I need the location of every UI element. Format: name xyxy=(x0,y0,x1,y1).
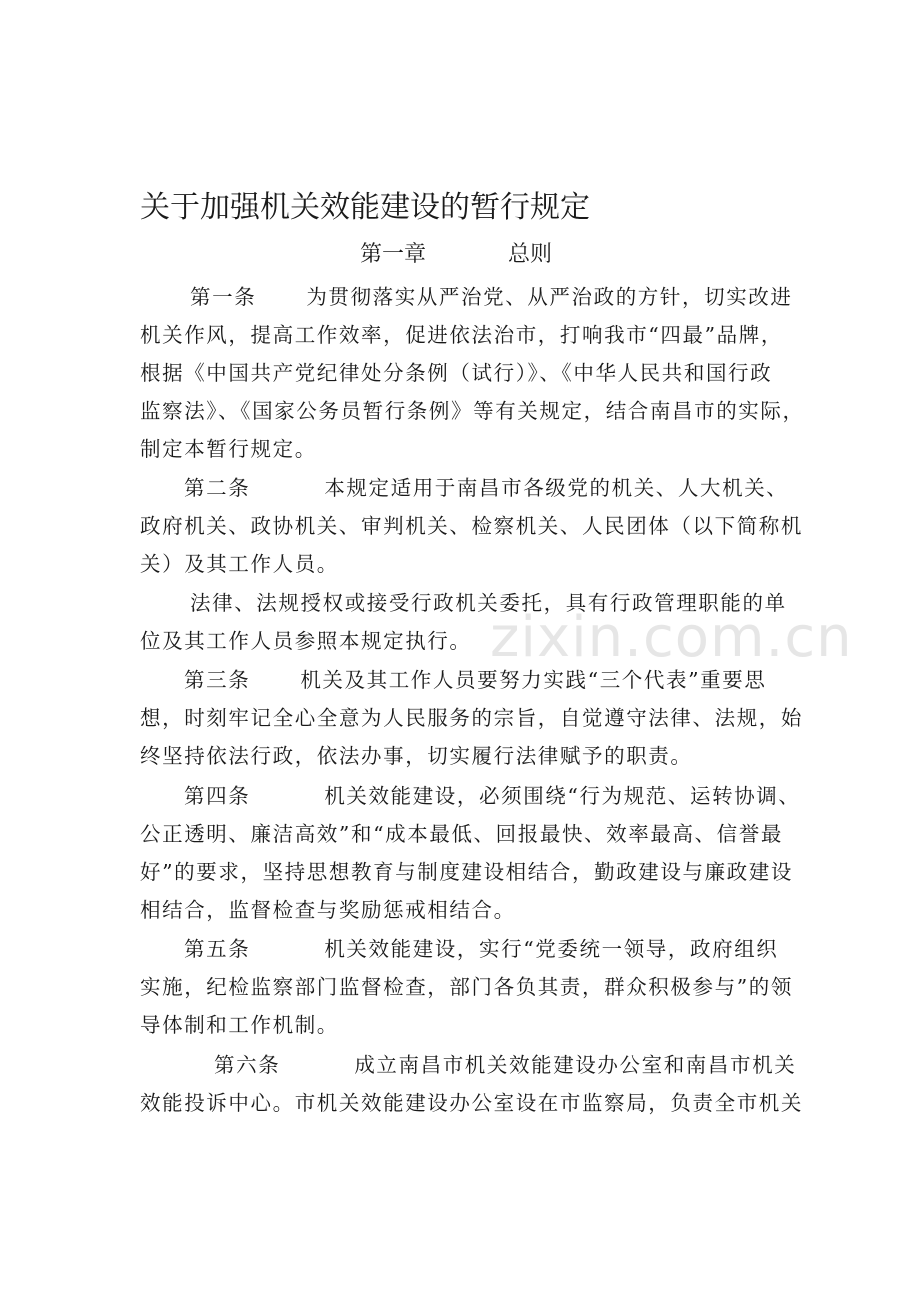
article-5-line-1 xyxy=(140,930,778,968)
article-1-line-4: 监察法》、《国家公务员暂行条例》等有关规定，结合南昌市的实际， xyxy=(140,399,805,423)
article-2-text-1: 本规定适用于南昌市各级党的机关、人大机关、 xyxy=(324,476,789,500)
article-2-label: 第二条 xyxy=(184,476,251,500)
article-1-line-5: 制定本暂行规定。 xyxy=(140,437,317,461)
chapter-name: 总则 xyxy=(508,242,553,267)
article-1-line-3: 根据《中国共产党纪律处分条例（试行）》、《中华人民共和国行政 xyxy=(140,361,773,385)
article-3-line-2: 想，时刻牢记全心全意为人民服务的宗旨，自觉遵守法律、法规，始 xyxy=(140,706,803,730)
article-3-line-3: 终坚持依法行政，依法办事，切实履行法律赋予的职责。 xyxy=(140,744,693,768)
article-2-supplement-line-2: 位及其工作人员参照本规定执行。 xyxy=(140,629,472,653)
chapter-heading xyxy=(360,238,552,272)
article-4-line-4: 相结合，监督检查与奖励惩戒相结合。 xyxy=(140,898,516,922)
article-4-line-1 xyxy=(140,777,801,815)
article-4-line-2: 公正透明、廉洁高效”和“成本最低、回报最快、效率最高、信誉最 xyxy=(140,822,783,846)
article-6-line-1 xyxy=(140,1046,796,1084)
article-2-line-1 xyxy=(140,469,788,507)
article-6-text-1: 成立南昌市机关效能建设办公室和南昌市机关 xyxy=(354,1053,797,1077)
article-1-line-2: 机关作风，提高工作效率，促进依法治市，打响我市“四最”品牌， xyxy=(140,323,783,347)
article-3-text-1: 机关及其工作人员要努力实践“三个代表”重要思 xyxy=(300,668,767,692)
article-6-label: 第六条 xyxy=(214,1053,281,1077)
article-2-line-3: 关）及其工作人员。 xyxy=(140,552,339,576)
article-5-line-2: 实施，纪检监察部门监督检查，部门各负其责，群众积极参与”的领 xyxy=(140,975,793,999)
article-2-line-2: 政府机关、政协机关、审判机关、检察机关、人民团体（以下简称机 xyxy=(140,514,803,538)
article-2-supplement-text-1: 法律、法规授权或接受行政机关委托，具有行政管理职能的单 xyxy=(190,591,787,615)
article-3-line-1 xyxy=(140,661,766,699)
article-1-line-1 xyxy=(140,278,793,316)
article-4-label: 第四条 xyxy=(184,784,251,808)
watermark-text: zixin.com.cn xyxy=(490,605,853,670)
article-5-text-1: 机关效能建设，实行“党委统一领导，政府组织 xyxy=(324,937,779,961)
article-5-label: 第五条 xyxy=(184,937,251,961)
article-6-line-2: 效能投诉中心。市机关效能建设办公室设在市监察局，负责全市机关 xyxy=(140,1091,803,1115)
article-2-supplement-line-1 xyxy=(140,584,787,622)
article-4-line-3: 好”的要求，坚持思想教育与制度建设相结合，勤政建设与廉政建设 xyxy=(140,860,793,884)
article-4-text-1: 机关效能建设，必须围绕“行为规范、运转协调、 xyxy=(324,784,801,808)
article-1-label: 第一条 xyxy=(190,285,257,309)
article-5-line-3: 导体制和工作机制。 xyxy=(140,1013,339,1037)
chapter-label: 第一章 xyxy=(360,242,427,267)
document-title: 关于加强机关效能建设的暂行规定 xyxy=(140,190,590,225)
article-3-label: 第三条 xyxy=(184,668,251,692)
article-1-text-1: 为贯彻落实从严治党、从严治政的方针，切实改进 xyxy=(306,285,793,309)
